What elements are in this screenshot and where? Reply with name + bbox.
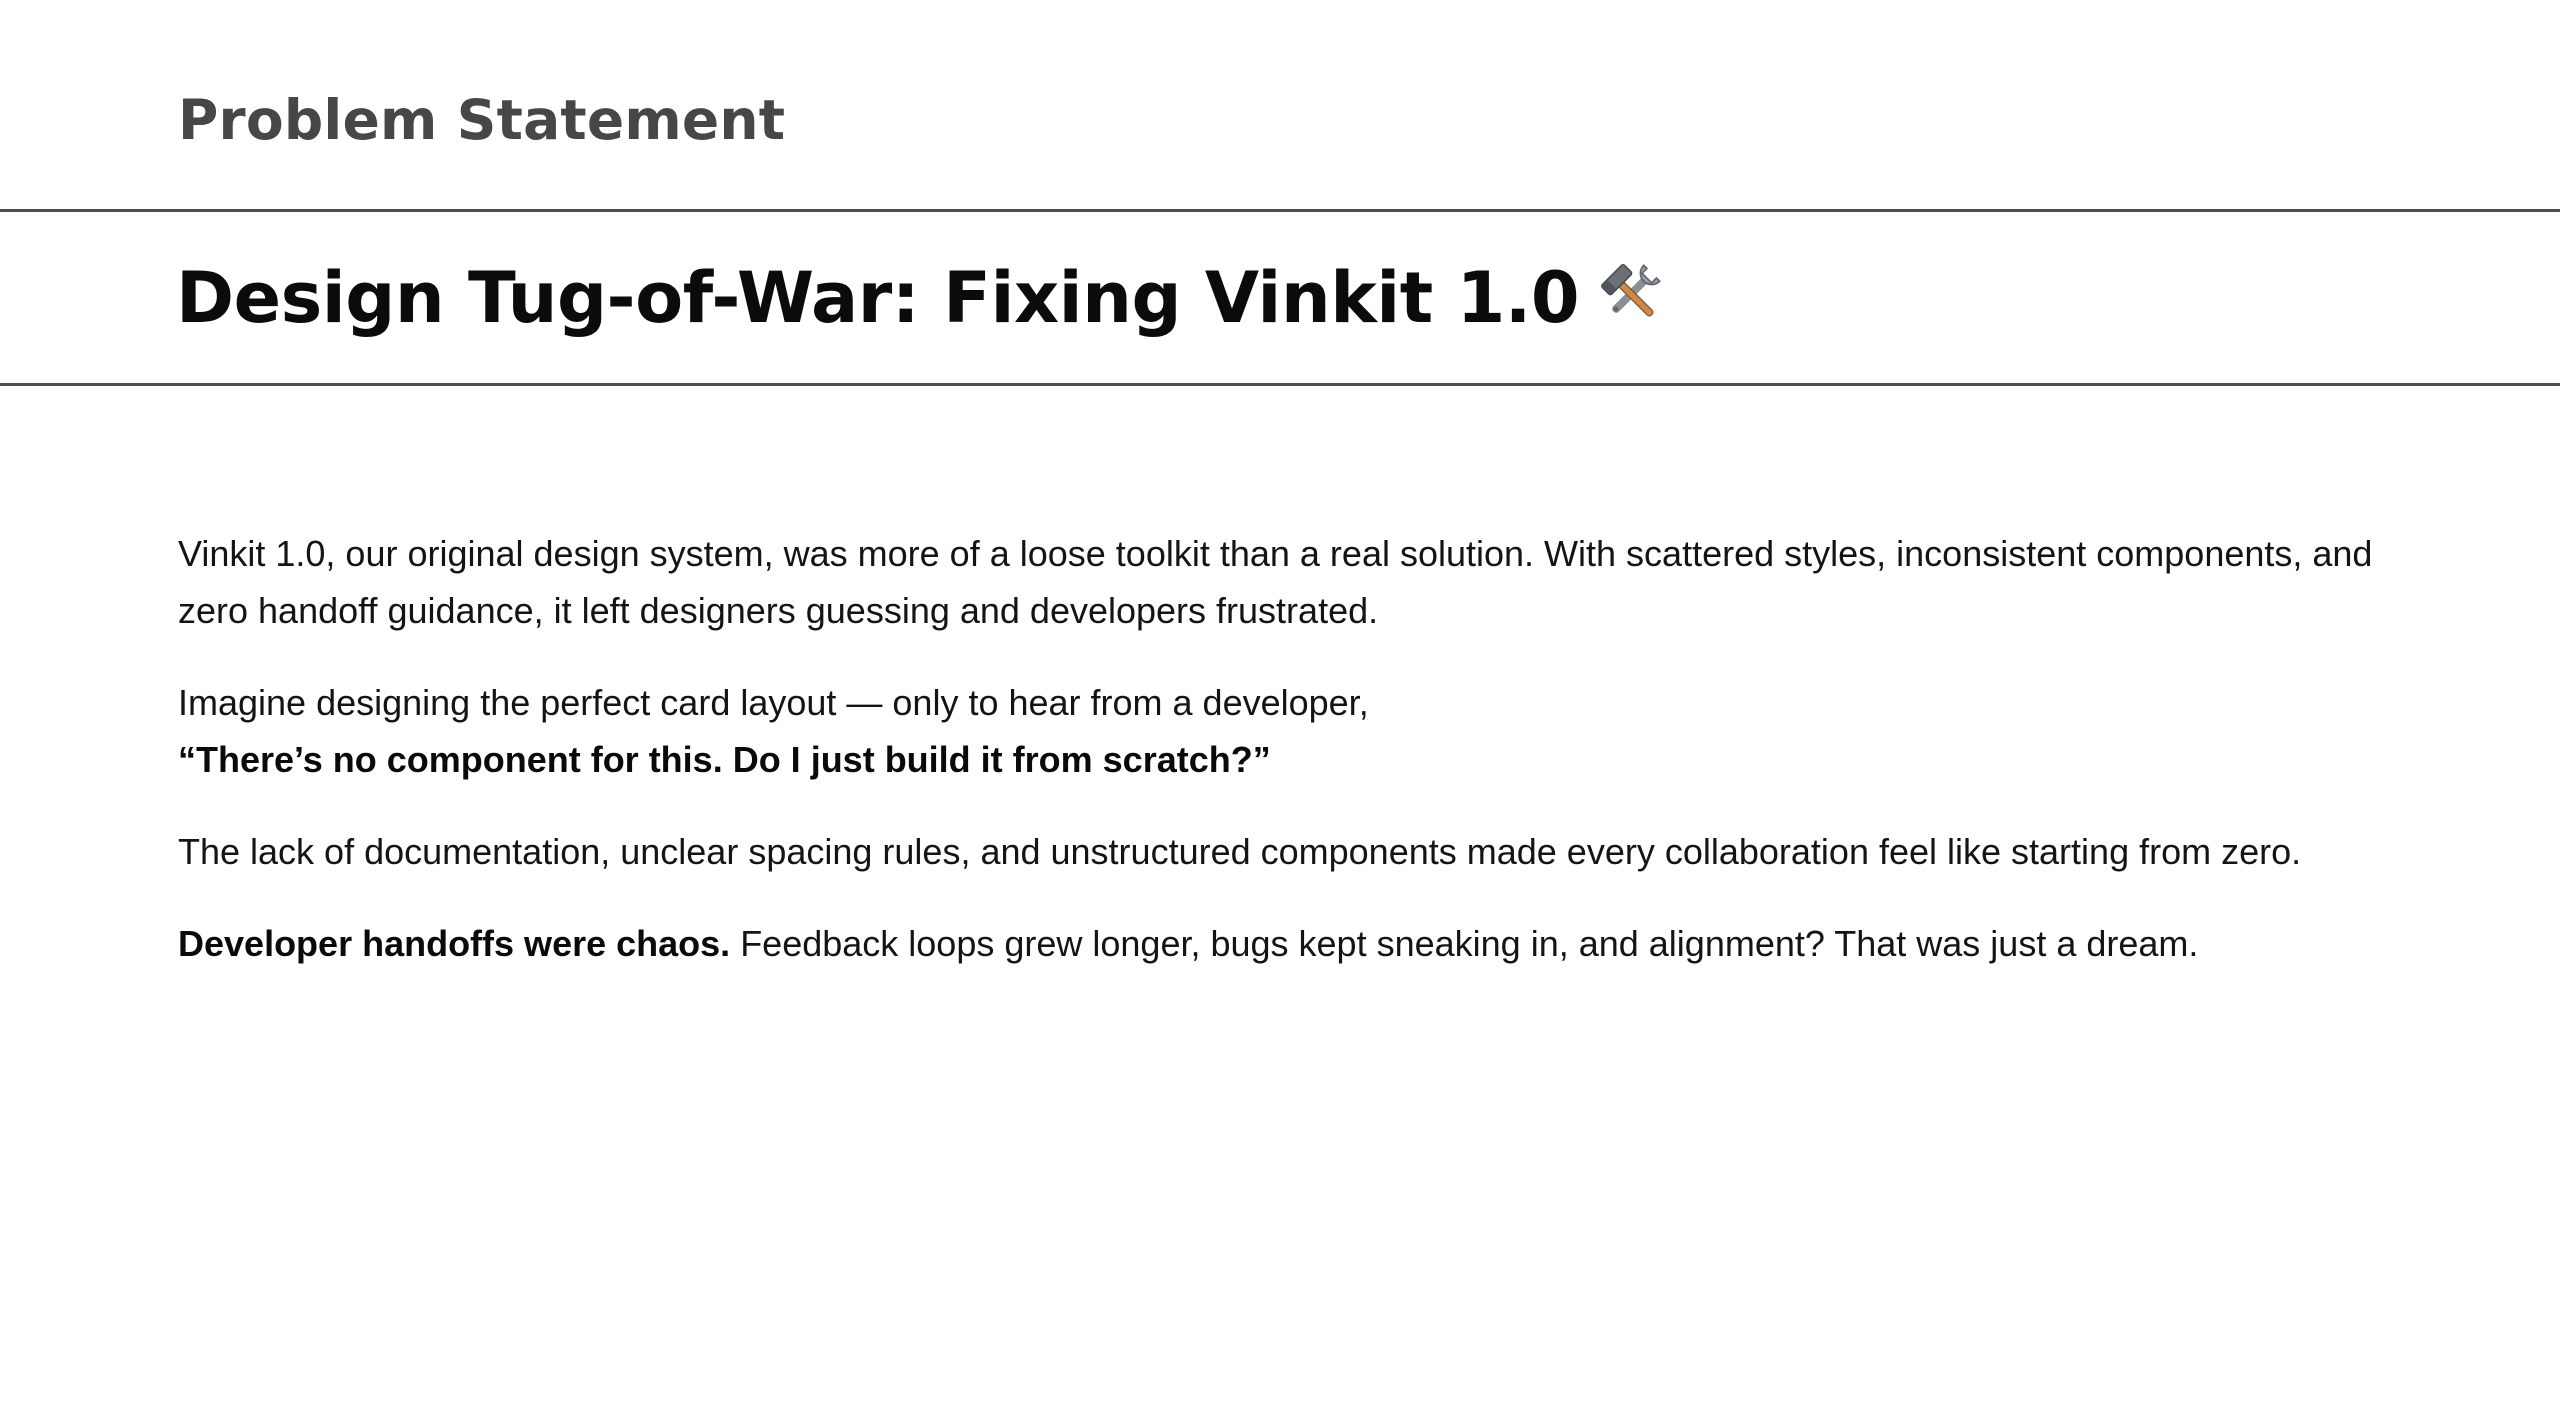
body-content	[178, 525, 2378, 1007]
handoffs-text: Feedback loops grew longer, bugs kept sneaking in, and alignment? That was just a dream.	[740, 923, 2199, 964]
paragraph-handoffs	[178, 915, 2378, 972]
paragraph-documentation: The lack of documentation, unclear spacing rules, and unstructured components made every collaboration feel like starting from zero.	[178, 831, 2302, 872]
hammer-and-wrench-icon	[1595, 258, 1667, 330]
paragraph-scenario	[178, 674, 2378, 788]
developer-quote: “There’s no component for this. Do I just build it from scratch?”	[178, 739, 1271, 780]
paragraph-intro: Vinkit 1.0, our original design system, was more of a loose toolkit than a real solution. With scattered styles, inconsistent components, and zero handoff guidance, it left designers guessing and developers frustrated.	[178, 533, 2373, 631]
bottom-divider	[0, 383, 2560, 386]
page-title	[176, 252, 1667, 344]
handoffs-emphasis: Developer handoffs were chaos.	[178, 923, 731, 964]
scenario-intro-text: Imagine designing the perfect card layout — only to hear from a developer,	[178, 682, 1369, 723]
page-title-text: Design Tug-of-War: Fixing Vinkit 1.0	[176, 257, 1580, 339]
top-divider	[0, 209, 2560, 212]
section-label: Problem Statement	[178, 88, 786, 152]
